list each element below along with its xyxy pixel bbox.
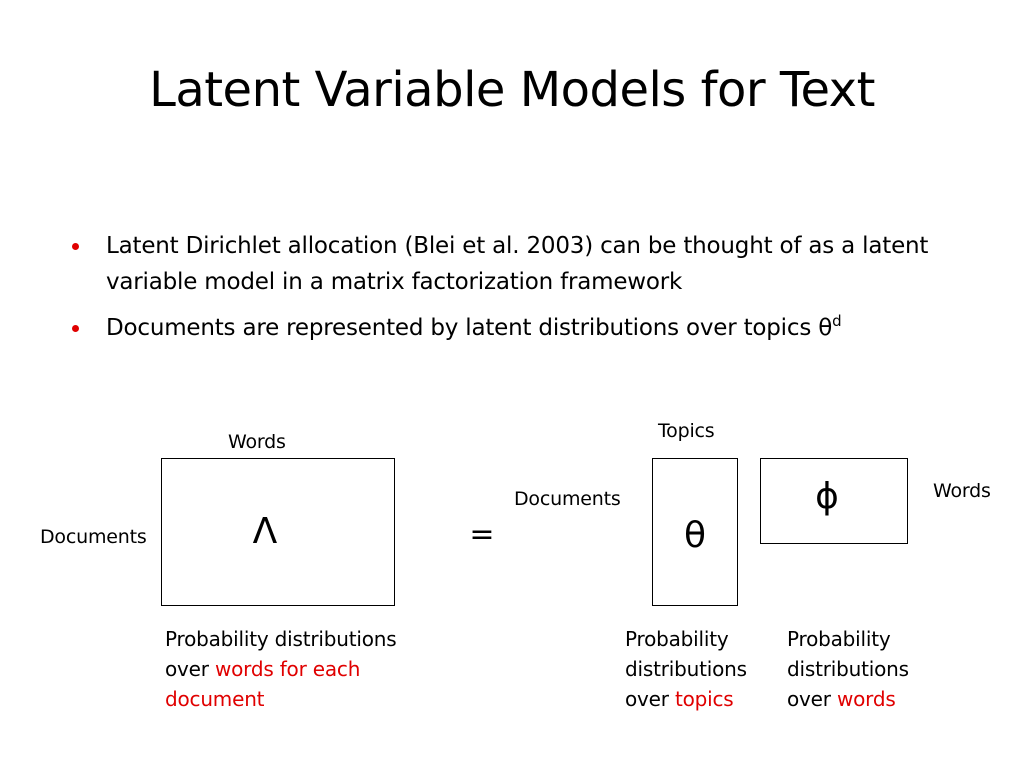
bullet-text: Latent Dirichlet allocation (Blei et al. 2003) can be thought of as a latent variable model in a matrix factorization framework bbox=[106, 233, 929, 295]
bullet-item-lda bbox=[72, 228, 972, 300]
lambda-caption-highlight: words for each bbox=[214, 657, 361, 681]
theta-caption-highlight: topics bbox=[674, 687, 734, 711]
equals-sign: = bbox=[469, 517, 495, 552]
lambda-column-label: Words bbox=[228, 431, 286, 453]
phi-caption-prefix: over bbox=[787, 687, 837, 711]
bullet-dot-icon bbox=[72, 243, 79, 250]
phi-caption-highlight: words bbox=[836, 687, 896, 711]
theta-row-label: Documents bbox=[514, 488, 621, 510]
phi-column-label: Words bbox=[933, 480, 991, 502]
theta-caption-prefix: over bbox=[625, 687, 675, 711]
theta-column-label: Topics bbox=[658, 420, 715, 442]
lambda-caption-highlight: document bbox=[165, 687, 265, 711]
theta-superscript: d bbox=[832, 312, 842, 330]
theta-symbol: θ bbox=[683, 515, 707, 556]
phi-caption-line: distributions bbox=[787, 657, 909, 681]
lambda-symbol: Λ bbox=[252, 511, 278, 552]
lambda-caption-line bbox=[165, 654, 445, 684]
theta-caption-line: distributions bbox=[625, 657, 747, 681]
bullet-item-documents bbox=[72, 310, 972, 346]
bullet-dot-icon bbox=[72, 325, 79, 332]
lambda-row-label: Documents bbox=[40, 526, 147, 548]
slide-title: Latent Variable Models for Text bbox=[149, 62, 875, 118]
theta-caption bbox=[625, 624, 775, 714]
lambda-caption-line: Probability distributions bbox=[165, 627, 397, 651]
lambda-caption-prefix: over bbox=[165, 657, 215, 681]
bullet-list bbox=[72, 228, 972, 356]
theta-caption-line: Probability bbox=[625, 627, 729, 651]
phi-caption-line bbox=[787, 684, 937, 714]
theta-caption-line bbox=[625, 684, 775, 714]
phi-caption-line: Probability bbox=[787, 627, 891, 651]
phi-caption bbox=[787, 624, 937, 714]
phi-symbol: ϕ bbox=[815, 476, 839, 517]
bullet-text: Documents are represented by latent distributions over topics θ bbox=[106, 315, 833, 341]
lambda-caption bbox=[165, 624, 445, 714]
